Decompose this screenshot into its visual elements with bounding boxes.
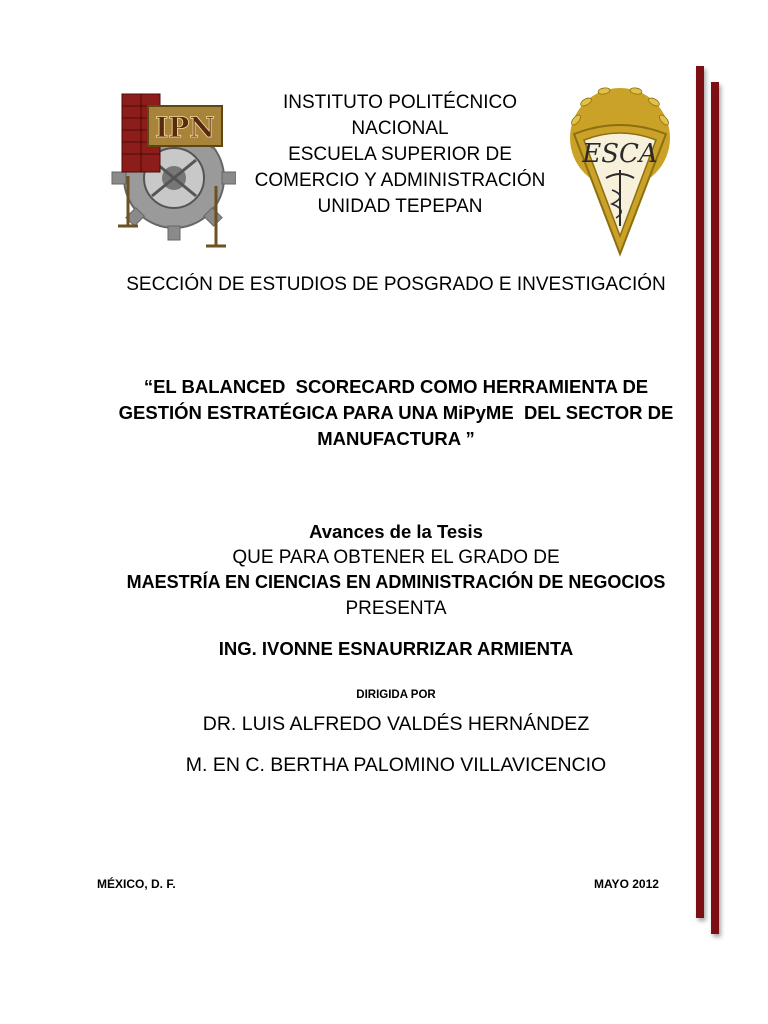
thesis-title-line: GESTIÓN ESTRATÉGICA PARA UNA MiPyME DEL SECTOR DE bbox=[118, 402, 674, 423]
author-name: ING. IVONNE ESNAURRIZAR ARMIENTA bbox=[218, 638, 574, 659]
document-type: Avances de la Tesis bbox=[309, 521, 483, 542]
section-title: SECCIÓN DE ESTUDIOS DE POSGRADO E INVESTIGACIÓN bbox=[126, 274, 666, 295]
esca-logo bbox=[562, 86, 678, 262]
institution-header bbox=[230, 90, 570, 220]
thesis-title-line: “EL BALANCED SCORECARD COMO HERRAMIENTA DE bbox=[143, 376, 649, 397]
thesis-title bbox=[100, 374, 692, 452]
directed-by-label: DIRIGIDA POR bbox=[356, 689, 436, 701]
institution-line: UNIDAD TEPEPAN bbox=[317, 196, 483, 217]
svg-text:IPN: IPN bbox=[155, 111, 215, 144]
director-name: M. EN C. BERTHA PALOMINO VILLAVICENCIO bbox=[185, 754, 607, 776]
border-bar-inner bbox=[696, 66, 704, 918]
institution-line: COMERCIO Y ADMINISTRACIÓN bbox=[254, 170, 546, 191]
footer-date: MAYO 2012 bbox=[594, 877, 659, 891]
institution-line: ESCUELA SUPERIOR DE bbox=[288, 144, 512, 165]
border-bar-outer bbox=[711, 82, 719, 934]
presents-label: PRESENTA bbox=[345, 598, 447, 619]
degree-intro: QUE PARA OBTENER EL GRADO DE bbox=[232, 547, 560, 568]
institution-line: INSTITUTO POLITÉCNICO bbox=[282, 92, 517, 113]
svg-text:ESCA: ESCA bbox=[582, 139, 658, 169]
thesis-title-line: MANUFACTURA ” bbox=[317, 428, 475, 449]
footer-place: MÉXICO, D. F. bbox=[97, 877, 176, 891]
director-name: DR. LUIS ALFREDO VALDÉS HERNÁNDEZ bbox=[202, 713, 590, 735]
degree-name: MAESTRÍA EN CIENCIAS EN ADMINISTRACIÓN DE NEGOCIOS bbox=[126, 572, 666, 592]
institution-line: NACIONAL bbox=[351, 118, 449, 139]
ipn-logo bbox=[108, 86, 236, 254]
